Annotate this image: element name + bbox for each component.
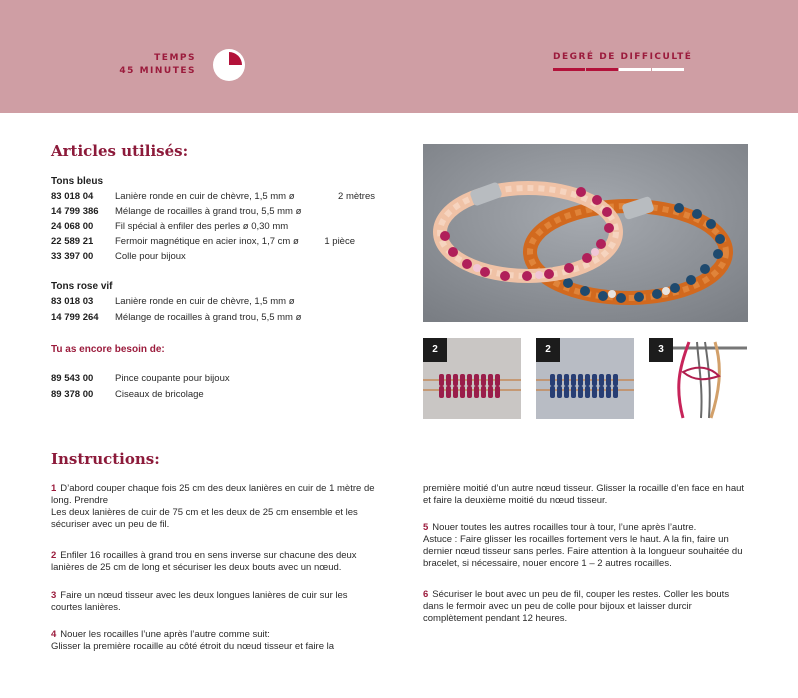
step-6 [423,589,748,625]
step-2 [51,550,381,574]
material-row [51,205,381,219]
difficulty-segment [553,68,585,71]
material-row [51,311,381,325]
materials-title: Articles utilisés: [51,142,189,160]
step-badge: 2 [536,338,560,362]
knot-diagram [649,338,747,419]
article-code: 22 589 21 [51,236,94,247]
material-row [51,250,381,264]
material-row [51,220,381,234]
bracelets-illustration [423,144,748,322]
article-code: 14 799 264 [51,312,99,323]
group-title-pink: Tons rose vif [51,281,113,292]
article-code: 24 068 00 [51,221,94,232]
step-3 [51,590,381,614]
article-code: 83 018 03 [51,296,94,307]
article-desc: Fil spécial à enfiler des perles ø 0,30 mm [115,221,289,232]
step-4 [51,629,381,653]
material-row [51,235,381,249]
step-number: 1 [51,483,57,494]
tool-row [51,372,381,386]
step-text: D’abord couper chaque fois 25 cm des deux lanières en cuir de 1 mètre de long. Prendre [51,483,375,506]
article-code: 89 378 00 [51,389,94,400]
article-desc: Mélange de rocailles à grand trou, 5,5 mm ø [115,312,302,323]
step-number: 5 [423,522,429,533]
step-badge: 2 [423,338,447,362]
article-desc: Ciseaux de bricolage [115,389,204,400]
step-1 [51,483,381,531]
tool-row [51,388,381,402]
step-photo-pink [423,338,521,419]
article-desc: Fermoir magnétique en acier inox, 1,7 cm ø [115,236,299,247]
step-text: Faire un nœud tisseur avec les deux longues lanières de cuir sur les courtes lanières. [51,590,348,613]
step-text: Nouer les rocailles l’une après l’autre comme suit: [60,629,270,640]
step-badge: 3 [649,338,673,362]
article-desc: Mélange de rocailles à grand trou, 5,5 mm ø [115,206,302,217]
material-row [51,295,381,309]
step-text: Nouer toutes les autres rocailles tour à tour, l’une après l’autre. [432,522,697,533]
time-info [119,52,196,78]
group-title-blue: Tons bleus [51,176,104,187]
step-text-continued: Les deux lanières de cuir de 75 cm et les deux de 25 cm ensemble et les sécuriser avec un peu de fil. [51,507,358,530]
difficulty-segment [619,68,651,71]
step-number: 6 [423,589,429,600]
step-text-continued: Glisser la première rocaille au côté étroit du nœud tisseur et faire la [51,641,335,652]
step-4-continued [423,483,748,507]
bracelets-photo [423,144,748,322]
article-qty: 2 mètres [338,191,375,202]
step-5 [423,522,748,570]
step-number: 4 [51,629,57,640]
step-text-continued: Astuce : Faire glisser les rocailles fortement vers le haut. A la fin, faire un dernier nœud tisseur sans perles. Faire attention à la longueur souhaitée du bracelet, si nécessaire, nouer encore 1 – 2 autres rocailles. [423,534,743,569]
extra-title: Tu as encore besoin de: [51,344,165,355]
article-desc: Lanière ronde en cuir de chèvre, 1,5 mm ø [115,191,295,202]
step-text: Enfiler 16 rocailles à grand trou en sens inverse sur chacune des deux lanières de 25 cm de long et sécuriser les deux bouts avec un nœud. [51,550,357,573]
article-desc: Pince coupante pour bijoux [115,373,230,384]
time-value: 45 MINUTES [119,66,196,76]
article-code: 89 543 00 [51,373,94,384]
article-code: 83 018 04 [51,191,94,202]
step-number: 3 [51,590,57,601]
article-code: 14 799 386 [51,206,99,217]
article-desc: Colle pour bijoux [115,251,186,262]
step-text: Sécuriser le bout avec un peu de fil, couper les restes. Coller les bouts dans le fermoir avec un peu de colle pour bijoux et laisser durcir complètement pendant 12 heures. [423,589,730,624]
article-desc: Lanière ronde en cuir de chèvre, 1,5 mm ø [115,296,295,307]
difficulty-label: DEGRÉ DE DIFFICULTÉ [553,52,693,62]
instructions-title: Instructions: [51,450,160,468]
step-text: première moitié d’un autre nœud tisseur. Glisser la rocaille d’en face en haut et faire la deuxième moitié du nœud tisseur. [423,483,745,506]
step-photo-blue [536,338,634,419]
time-label: TEMPS [154,53,196,63]
article-qty: 1 pièce [324,236,355,247]
article-code: 33 397 00 [51,251,94,262]
step-number: 2 [51,550,57,561]
difficulty-segment [586,68,618,71]
difficulty-segment [652,68,684,71]
clock-icon [212,48,246,82]
material-row [51,190,381,204]
